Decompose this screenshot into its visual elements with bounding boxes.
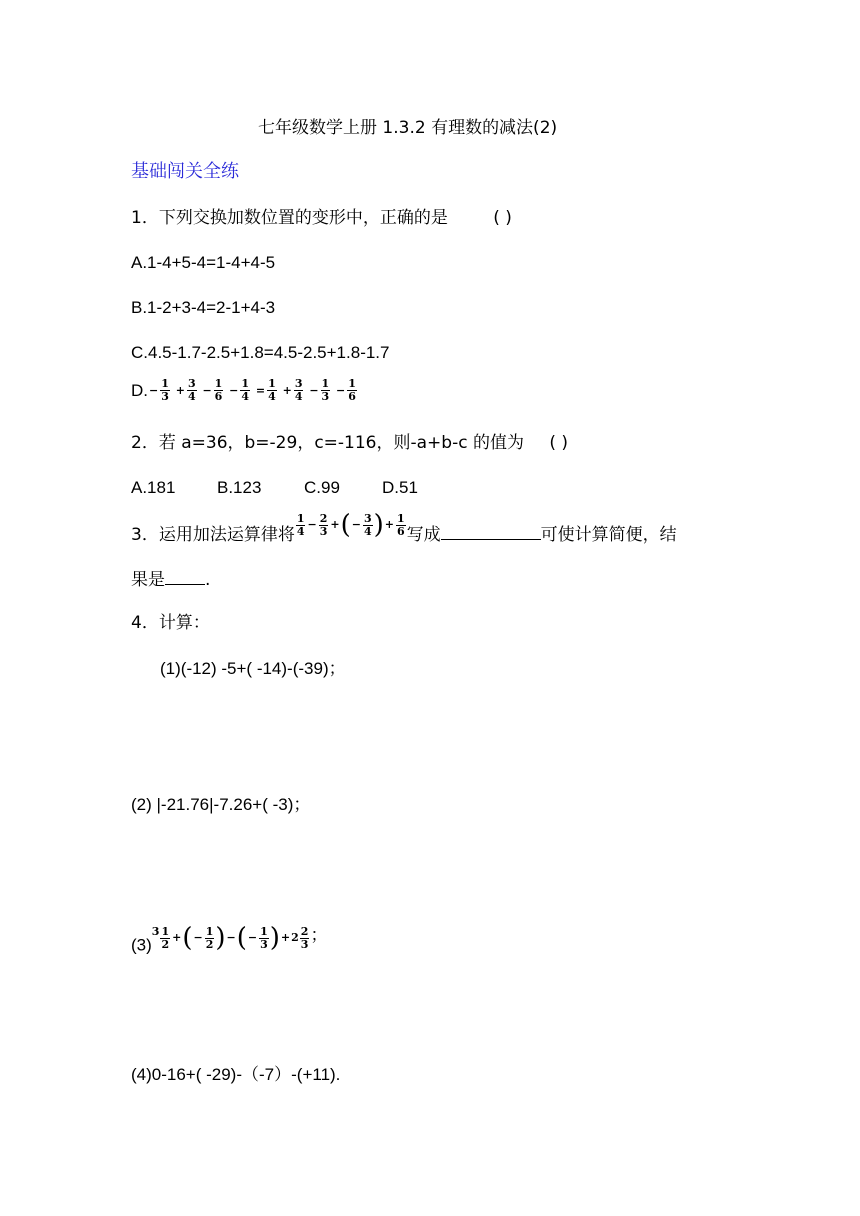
question-2-option-b: B.123 <box>217 478 262 497</box>
question-1-option-a: A.1-4+5-4=1-4+4-5 <box>131 253 276 272</box>
question-3-line2-prefix: 果是 <box>131 570 165 590</box>
question-4-part-4: (4)0-16+( -29)-（-7）-(+11). <box>131 1065 341 1084</box>
page-title: 七年级数学上册 1.3.2 有理数的减法(2) <box>258 118 558 138</box>
question-1-option-d <box>131 378 358 403</box>
question-4: 4．计算： <box>131 613 210 633</box>
question-4-part-1: (1)(-12) -5+( -14)-(-39)； <box>160 659 346 678</box>
question-3-line-2 <box>131 566 210 592</box>
question-2-options <box>131 476 418 500</box>
question-2 <box>131 431 568 455</box>
question-2-option-c: C.99 <box>304 478 340 497</box>
question-3-middle: 写成 <box>406 525 441 545</box>
part-3-expression: 3 $\frac{1}{2}$ +(− $\frac{1}{2}$ )−(− $\frac{1}{3}$ )+2 $\frac{2}{3}$ <box>151 923 309 953</box>
question-2-option-a: A.181 <box>131 478 176 497</box>
question-3-expression: $\frac{1}{4}$ − $\frac{2}{3}$ +(− $\frac{3}{4}$ )+ $\frac{1}{6}$ <box>296 510 405 540</box>
question-4-part-2: (2) |-21.76|-7.26+( -3)； <box>131 795 311 814</box>
question-2-stem: 2．若 a=36，b=-29，c=-116，则-a+b-c 的值为 <box>131 433 524 453</box>
part-3-suffix: ； <box>310 925 328 946</box>
question-1 <box>131 206 512 230</box>
question-2-option-d: D.51 <box>382 478 418 497</box>
question-4-part-3 <box>131 920 327 958</box>
answer-parenthesis: ( ) <box>549 433 569 453</box>
fill-blank[interactable] <box>165 566 205 585</box>
question-1-option-c: C.4.5-1.7-2.5+1.8=4.5-2.5+1.8-1.7 <box>131 343 390 362</box>
answer-parenthesis: ( ) <box>493 208 512 228</box>
question-3-prefix: 3．运用加法运算律将 <box>131 525 295 545</box>
question-3 <box>131 512 677 547</box>
fill-blank[interactable] <box>441 521 541 540</box>
option-d-expression: − $\frac{1}{3}$ + $\frac{3}{4}$ − $\frac{1}{6}$ − $\frac{1}{4}$ = $\frac{1}{4}$ + $\frac{3}{4}$ − $\frac{1}{3}$ − $\frac{1}{6}$ <box>149 377 356 404</box>
part-3-label: (3) <box>131 935 152 955</box>
question-1-option-b: B.1-2+3-4=2-1+4-3 <box>131 298 276 317</box>
question-3-line2-suffix: . <box>205 570 211 590</box>
option-d-label: D. <box>131 381 148 401</box>
question-3-suffix: 可使计算简便，结 <box>540 525 677 545</box>
section-heading: 基础闯关全练 <box>131 161 239 182</box>
question-1-stem: 1．下列交换加数位置的变形中，正确的是 <box>131 208 448 228</box>
